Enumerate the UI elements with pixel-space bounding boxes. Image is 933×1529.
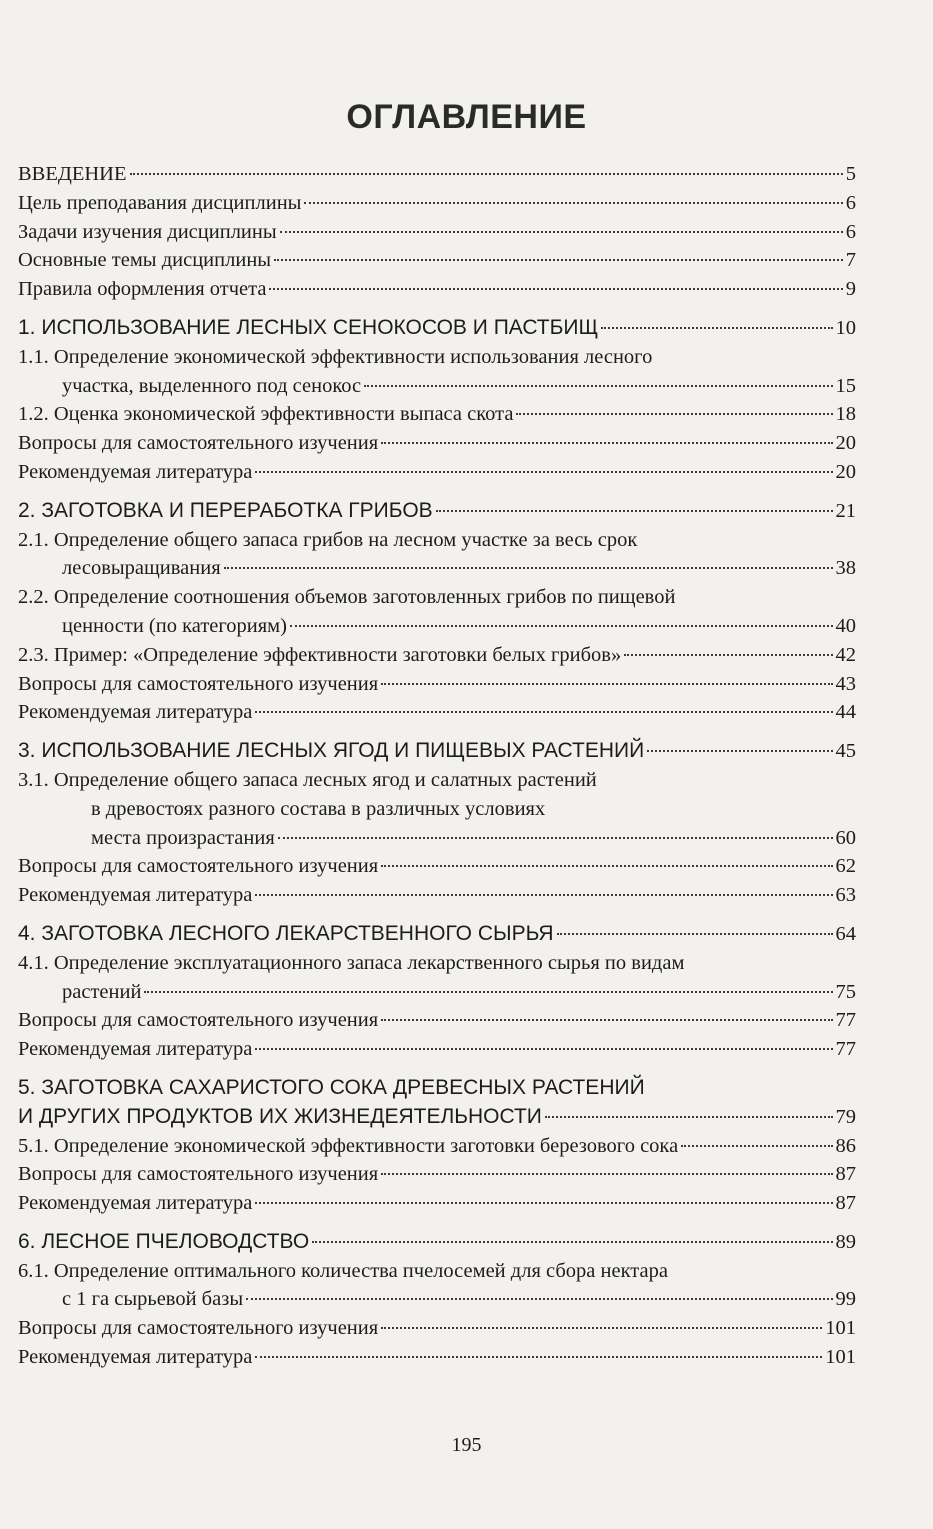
- toc-entry-page: 15: [835, 374, 856, 397]
- toc-entry-page: 89: [835, 1230, 856, 1253]
- toc-entry-page: 42: [835, 643, 856, 666]
- toc-entry-title: Правила оформления отчета: [18, 278, 267, 301]
- toc-entry-page: 10: [835, 316, 856, 339]
- leader-dots: [255, 471, 832, 473]
- toc-entry: [18, 698, 856, 727]
- leader-dots: [255, 1048, 832, 1050]
- toc-entry-title-line1: 3.1. Определение общего запаса лесных ягод и салатных растений: [18, 768, 597, 791]
- toc-entry: [18, 400, 856, 429]
- toc-entry: [18, 218, 856, 247]
- toc-entry-page: 18: [835, 403, 856, 426]
- toc-section: [18, 497, 856, 526]
- leader-dots: [280, 231, 843, 233]
- toc-entry: [18, 949, 856, 1007]
- toc-entry-page: 38: [835, 557, 856, 580]
- toc-section-title: 4. ЗАГОТОВКА ЛЕСНОГО ЛЕКАРСТВЕННОГО СЫРЬЯ: [18, 921, 554, 945]
- toc-entry: [18, 458, 856, 487]
- toc-entry-title-line3: места произрастания: [91, 826, 275, 849]
- toc-entry: [18, 1006, 856, 1035]
- toc-entry-page: 99: [835, 1288, 856, 1311]
- toc-section: [18, 920, 856, 949]
- toc-entry-page: 45: [835, 740, 856, 763]
- page-number: 195: [451, 1434, 482, 1456]
- toc-entry: [18, 526, 856, 584]
- leader-dots: [381, 442, 832, 444]
- leader-dots: [381, 1173, 832, 1175]
- toc-entry-page: 5: [845, 163, 856, 185]
- toc-section-title-line2: И ДРУГИХ ПРОДУКТОВ ИХ ЖИЗНЕДЕЯТЕЛЬНОСТИ: [18, 1104, 542, 1128]
- toc-section-title: 1. ИСПОЛЬЗОВАНИЕ ЛЕСНЫХ СЕНОКОСОВ И ПАСТБИЩ: [18, 315, 599, 339]
- toc-entry: [18, 766, 856, 852]
- toc-entry-page: 6: [845, 191, 856, 214]
- toc-entry-page: 44: [835, 701, 856, 724]
- toc-entry-title-line2: лесовыращивания: [62, 557, 221, 580]
- toc-entry-title: Вопросы для самостоятельного изучения: [18, 1317, 379, 1340]
- toc-entry-title: Рекомендуемая литература: [18, 701, 253, 724]
- toc-entry-page: 20: [835, 432, 856, 455]
- toc-entry: [18, 641, 856, 670]
- toc-entry-title: Задачи изучения дисциплины: [18, 220, 277, 243]
- toc-entry: [18, 1257, 856, 1315]
- leader-dots: [647, 750, 832, 752]
- leader-dots: [278, 837, 833, 839]
- leader-dots: [269, 288, 842, 290]
- table-of-contents: [18, 160, 856, 1372]
- toc-entry-page: 21: [835, 499, 856, 522]
- leader-dots: [255, 894, 832, 896]
- toc-entry-page: 9: [845, 278, 856, 301]
- leader-dots: [255, 711, 832, 713]
- leader-dots: [601, 327, 832, 329]
- toc-entry-title: Основные темы дисциплины: [18, 249, 272, 272]
- toc-entry: [18, 160, 856, 189]
- leader-dots: [381, 683, 832, 685]
- toc-entry-page: 7: [845, 249, 856, 272]
- toc-entry-title-line2: с 1 га сырьевой базы: [62, 1288, 244, 1311]
- toc-entry-title: Рекомендуемая литература: [18, 884, 253, 907]
- toc-entry-title: Вопросы для самостоятельного изучения: [18, 432, 379, 455]
- toc-entry: [18, 583, 856, 641]
- leader-dots: [545, 1116, 833, 1118]
- toc-entry: [18, 343, 856, 401]
- toc-entry-title: Цель преподавания дисциплины: [18, 191, 302, 214]
- toc-entry: [18, 1314, 856, 1343]
- toc-entry: [18, 1160, 856, 1189]
- toc-section: [18, 1228, 856, 1257]
- toc-section: [18, 1074, 856, 1132]
- leader-dots: [312, 1241, 832, 1243]
- toc-entry-title-line2: ценности (по категориям): [62, 614, 287, 637]
- toc-entry-title-line2: в древостоях разного состава в различных условиях: [91, 797, 546, 820]
- leader-dots: [246, 1298, 832, 1300]
- toc-entry-page: 6: [845, 220, 856, 243]
- toc-entry-page: 77: [835, 1009, 856, 1032]
- leader-dots: [557, 933, 833, 935]
- toc-entry-title: Вопросы для самостоятельного изучения: [18, 1163, 379, 1186]
- toc-entry: [18, 881, 856, 910]
- leader-dots: [255, 1356, 822, 1358]
- toc-entry-title: Рекомендуемая литература: [18, 1192, 253, 1215]
- toc-entry-page: 79: [835, 1105, 856, 1128]
- toc-entry-title: Рекомендуемая литература: [18, 1038, 253, 1061]
- toc-entry-page: 75: [835, 980, 856, 1003]
- toc-entry-page: 63: [835, 884, 856, 907]
- toc-entry: [18, 1035, 856, 1064]
- leader-dots: [144, 991, 832, 993]
- toc-entry: [18, 1343, 856, 1372]
- leader-dots: [381, 1019, 832, 1021]
- page-title: ОГЛАВЛЕНИЕ: [346, 98, 587, 136]
- toc-entry-title-line1: 1.1. Определение экономической эффективности использования лесного: [18, 345, 653, 368]
- toc-entry-title-line1: 4.1. Определение эксплуатационного запаса лекарственного сырья по видам: [18, 951, 685, 974]
- toc-entry-page: 64: [835, 922, 856, 945]
- toc-entry-page: 87: [835, 1163, 856, 1186]
- toc-section-title-line1: 5. ЗАГОТОВКА САХАРИСТОГО СОКА ДРЕВЕСНЫХ РАСТЕНИЙ: [18, 1075, 645, 1099]
- toc-entry-page: 87: [835, 1192, 856, 1215]
- leader-dots: [255, 1202, 832, 1204]
- toc-entry-title: Рекомендуемая литература: [18, 1346, 253, 1369]
- leader-dots: [274, 259, 843, 261]
- toc-entry: [18, 1132, 856, 1161]
- leader-dots: [381, 1327, 822, 1329]
- toc-entry: [18, 670, 856, 699]
- toc-entry: [18, 429, 856, 458]
- toc-section-title: 6. ЛЕСНОЕ ПЧЕЛОВОДСТВО: [18, 1229, 310, 1253]
- toc-entry-page: 40: [835, 614, 856, 637]
- leader-dots: [436, 510, 833, 512]
- toc-entry-page: 60: [835, 826, 856, 849]
- leader-dots: [381, 865, 832, 867]
- toc-entry-page: 101: [825, 1317, 856, 1340]
- toc-entry-page: 20: [835, 460, 856, 483]
- toc-entry: [18, 189, 856, 218]
- toc-entry-title: ВВЕДЕНИЕ: [18, 163, 127, 185]
- leader-dots: [624, 654, 832, 656]
- toc-entry: [18, 275, 856, 304]
- leader-dots: [304, 202, 842, 204]
- toc-entry-page: 86: [835, 1134, 856, 1157]
- leader-dots: [364, 385, 832, 387]
- leader-dots: [516, 413, 832, 415]
- leader-dots: [130, 173, 843, 175]
- toc-entry: [18, 852, 856, 881]
- toc-entry-page: 101: [825, 1346, 856, 1369]
- toc-entry-page: 62: [835, 855, 856, 878]
- toc-section: [18, 737, 856, 766]
- toc-entry: [18, 246, 856, 275]
- toc-section-title: 2. ЗАГОТОВКА И ПЕРЕРАБОТКА ГРИБОВ: [18, 498, 433, 522]
- toc-entry-title-line1: 2.2. Определение соотношения объемов заготовленных грибов по пищевой: [18, 586, 676, 609]
- toc-entry-title: Вопросы для самостоятельного изучения: [18, 1009, 379, 1032]
- leader-dots: [681, 1145, 832, 1147]
- toc-section-title: 3. ИСПОЛЬЗОВАНИЕ ЛЕСНЫХ ЯГОД И ПИЩЕВЫХ РАСТЕНИЙ: [18, 739, 645, 763]
- toc-entry-title: 5.1. Определение экономической эффективности заготовки березового сока: [18, 1134, 679, 1157]
- toc-entry: [18, 1189, 856, 1218]
- toc-entry-title-line1: 6.1. Определение оптимального количества пчелосемей для сбора нектара: [18, 1259, 668, 1282]
- toc-section: [18, 314, 856, 343]
- toc-entry-title: Вопросы для самостоятельного изучения: [18, 672, 379, 695]
- leader-dots: [224, 567, 833, 569]
- toc-entry-title: Рекомендуемая литература: [18, 460, 253, 483]
- toc-entry-title-line2: участка, выделенного под сенокос: [62, 374, 362, 397]
- toc-entry-title: 1.2. Оценка экономической эффективности выпаса скота: [18, 403, 514, 426]
- toc-entry-title: Вопросы для самостоятельного изучения: [18, 855, 379, 878]
- toc-entry-title-line2: растений: [62, 980, 142, 1003]
- toc-entry-title-line1: 2.1. Определение общего запаса грибов на лесном участке за весь срок: [18, 528, 638, 551]
- toc-entry-title: 2.3. Пример: «Определение эффективности заготовки белых грибов»: [18, 643, 622, 666]
- leader-dots: [290, 625, 833, 627]
- toc-entry-page: 77: [835, 1038, 856, 1061]
- toc-entry-page: 43: [835, 672, 856, 695]
